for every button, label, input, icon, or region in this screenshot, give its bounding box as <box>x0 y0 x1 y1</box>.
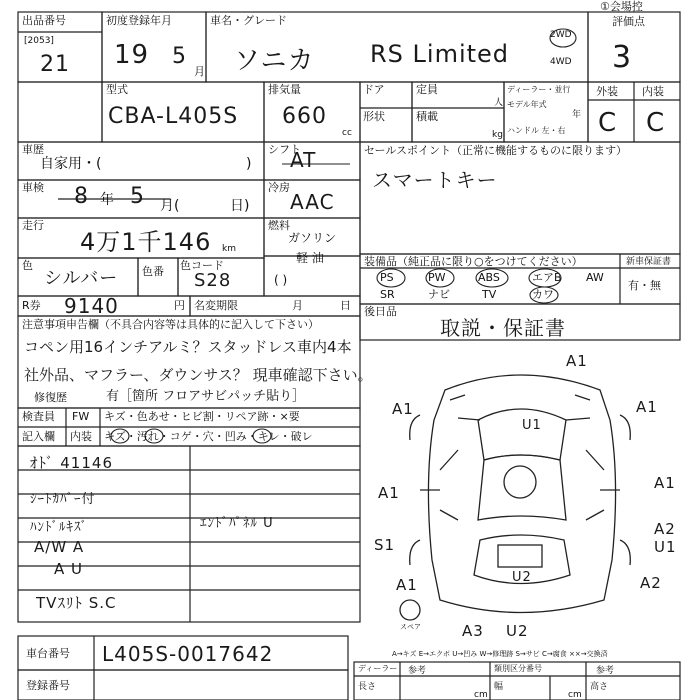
mark-a3-rear: A3 <box>462 622 484 640</box>
reg-month: 5 <box>172 44 187 69</box>
lot-label: 出品番号 <box>22 14 66 27</box>
footer-dealer-label: ディーラー <box>358 664 398 673</box>
yen-unit: 円 <box>174 299 185 312</box>
interior-label: 内装 <box>642 85 664 98</box>
after-value: 取説・保証書 <box>440 316 566 340</box>
fuel-label: 燃料 <box>268 219 290 232</box>
shift: AT <box>290 148 317 172</box>
equip-leather: カワ <box>532 288 554 301</box>
mark-u1-roof: U1 <box>522 418 542 433</box>
equip-airbag: エアB <box>532 271 562 284</box>
remark-1: ｵﾄﾞ 41146 <box>30 454 113 472</box>
valid-label: 名変期限 <box>194 299 238 312</box>
recycle-value: 9140 <box>64 294 119 318</box>
inspection-year: 8 <box>74 184 89 209</box>
equip-aw: AW <box>586 271 604 284</box>
length-cm: cm <box>474 690 488 700</box>
fuel-paren: ( ) <box>274 273 288 287</box>
score: 3 <box>612 40 633 75</box>
sales-label: セールスポイント（正常に機能するものに限ります） <box>364 144 628 157</box>
fuel-gas: ガソリン <box>288 231 337 245</box>
remark-5: A U <box>54 560 84 578</box>
ac-label: 冷房 <box>268 181 290 194</box>
width-label: 幅 <box>494 682 504 692</box>
warranty-value: 有・無 <box>628 279 661 292</box>
handle-label: ハンドル 左・右 <box>507 126 566 135</box>
equip-navi: ナビ <box>428 288 450 301</box>
drive-4wd: 4WD <box>550 57 572 67</box>
inspector-marks-1: キズ・色あせ・ヒビ割・リペア跡・×要 <box>104 410 300 423</box>
chassis-label: 車台番号 <box>26 647 70 660</box>
score-label: 評価点 <box>612 15 645 28</box>
equip-ps: PS <box>380 271 394 284</box>
mileage-label: 走行 <box>22 219 44 232</box>
remark-3: ﾊﾝﾄﾞﾙｷｽﾞ <box>30 520 88 535</box>
length-label: 長さ <box>358 682 377 692</box>
equip-pw: PW <box>428 271 446 284</box>
history-close: ) <box>246 156 252 172</box>
model: CBA-L405S <box>108 104 239 129</box>
remark-4: A/W A <box>34 538 85 556</box>
repair-label: 修復歴 <box>34 391 67 404</box>
day-char: 日) <box>230 198 250 214</box>
color: シルバー <box>44 268 119 289</box>
sales-point: スマートキー <box>372 168 498 192</box>
history-label: 車歴 <box>22 143 44 156</box>
shape-label: 形状 <box>363 110 385 123</box>
lot-code: [2053] <box>24 36 54 46</box>
mark-u1-right: U1 <box>654 538 677 556</box>
damage-legend: A→キズ E→エクボ U→凹み W→修理跡 S→サビ C→腐食 ××→交換済 <box>392 650 608 658</box>
year-unit: 年 <box>572 110 582 120</box>
mark-a1-right-mid: A1 <box>654 474 676 492</box>
after-label: 後日品 <box>364 305 397 318</box>
door-label: ドア <box>363 83 385 96</box>
car-name: ソニカ <box>234 46 315 76</box>
mark-u2-trunk: U2 <box>512 570 532 585</box>
color-no-label: 色番 <box>142 265 164 278</box>
footer-ref-2: 参考 <box>596 666 615 676</box>
mark-a1-left-bottom: A1 <box>396 576 418 594</box>
inspection-month: 5 <box>130 184 145 209</box>
notes-line2: 社外品、マフラー、ダウンサス？ 現車確認下さい。 <box>24 366 373 384</box>
mark-a2-right: A2 <box>654 520 676 538</box>
interior-grade: C <box>646 108 666 138</box>
inspector-interior: 内装 <box>70 430 92 443</box>
inspection-label: 車検 <box>22 181 44 194</box>
color-label: 色 <box>22 259 33 272</box>
equip-sr: SR <box>380 288 395 301</box>
exterior-label: 外装 <box>596 85 618 98</box>
venue-label: ①会場控 <box>600 0 643 13</box>
remark-6: TVｽﾘﾄ S.C <box>36 594 117 612</box>
remark-right: ｴﾝﾄﾞﾊﾟﾈﾙ U <box>200 516 274 531</box>
mark-a1-top: A1 <box>566 352 588 370</box>
color-code-label: 色コード <box>180 259 224 272</box>
exterior-grade: C <box>598 108 618 138</box>
capacity-label: 定員 <box>416 83 438 96</box>
displacement-label: 排気量 <box>268 83 301 96</box>
reg-label: 初度登録年月 <box>106 14 172 27</box>
chassis: L405S-0017642 <box>102 642 274 666</box>
lot-number: 21 <box>40 52 70 77</box>
mark-a1-right-top: A1 <box>636 398 658 416</box>
reg-year: 19 <box>114 40 150 70</box>
displacement: 660 <box>282 104 327 129</box>
inspector-label-1: 検査員 <box>22 410 55 423</box>
model-year-label: モデル年式 <box>507 100 547 109</box>
inspector-marks-2: キズ・汚れ・コゲ・穴・凹み・キレ・破レ <box>104 430 313 443</box>
inspector-fw: FW <box>72 410 90 423</box>
fuel-light: 軽 油 <box>296 251 324 265</box>
repair-value: 有［箇所 フロアサビパッチ貼り］ <box>106 389 306 404</box>
shift-label: シフト <box>268 143 301 156</box>
class-label: 類別区分番号 <box>494 664 542 673</box>
history-value: 自家用・( <box>40 156 102 172</box>
month-unit: 月 <box>194 65 205 78</box>
year-char: 年 <box>100 192 114 208</box>
month-char: 月( <box>160 198 180 214</box>
mark-a2-right-bottom: A2 <box>640 574 662 592</box>
width-cm: cm <box>568 690 582 700</box>
grade: RS Limited <box>370 40 510 68</box>
equip-abs: ABS <box>478 271 500 284</box>
load-unit: kg <box>492 130 503 140</box>
footer-ref: 参考 <box>408 666 427 676</box>
equip-tv: TV <box>482 288 497 301</box>
remark-2: ｼｰﾄｶﾊﾞｰ付 <box>30 492 96 507</box>
spare-label: スペア <box>400 623 421 631</box>
valid-month: 月 <box>292 299 303 312</box>
dealer-label: ディーラー・並行 <box>507 85 571 94</box>
notes-line1: コペン用16インチアルミ？スタッドレス車内4本 <box>24 338 352 356</box>
color-code: S28 <box>194 270 232 291</box>
drive-2wd: 2WD <box>550 30 572 40</box>
mark-u2-rear: U2 <box>506 622 529 640</box>
valid-day: 日 <box>340 299 351 312</box>
cc-unit: cc <box>342 128 352 138</box>
name-label: 車名・グレード <box>210 14 287 27</box>
reg-number-label: 登録番号 <box>26 679 70 692</box>
height-label: 高さ <box>590 682 609 692</box>
capacity-unit: 人 <box>494 98 504 108</box>
recycle-label: R券 <box>22 299 41 312</box>
mileage: 4万1千146 <box>80 228 212 256</box>
mark-a1-left-top: A1 <box>392 400 414 418</box>
km-unit: km <box>222 244 236 254</box>
model-label: 型式 <box>106 83 128 96</box>
equipment-label: 装備品（純正品に限り○をつけてください） <box>364 255 583 268</box>
mark-a1-left-mid: A1 <box>378 484 400 502</box>
mark-s1-left: S1 <box>374 536 396 554</box>
new-warranty-label: 新車保証書 <box>626 257 672 267</box>
inspector-label-2: 記入欄 <box>22 430 55 443</box>
load-label: 積載 <box>416 110 438 123</box>
ac: AAC <box>290 190 335 214</box>
notes-label: 注意事項申告欄（不具合内容等は具体的に記入して下さい） <box>22 318 319 331</box>
